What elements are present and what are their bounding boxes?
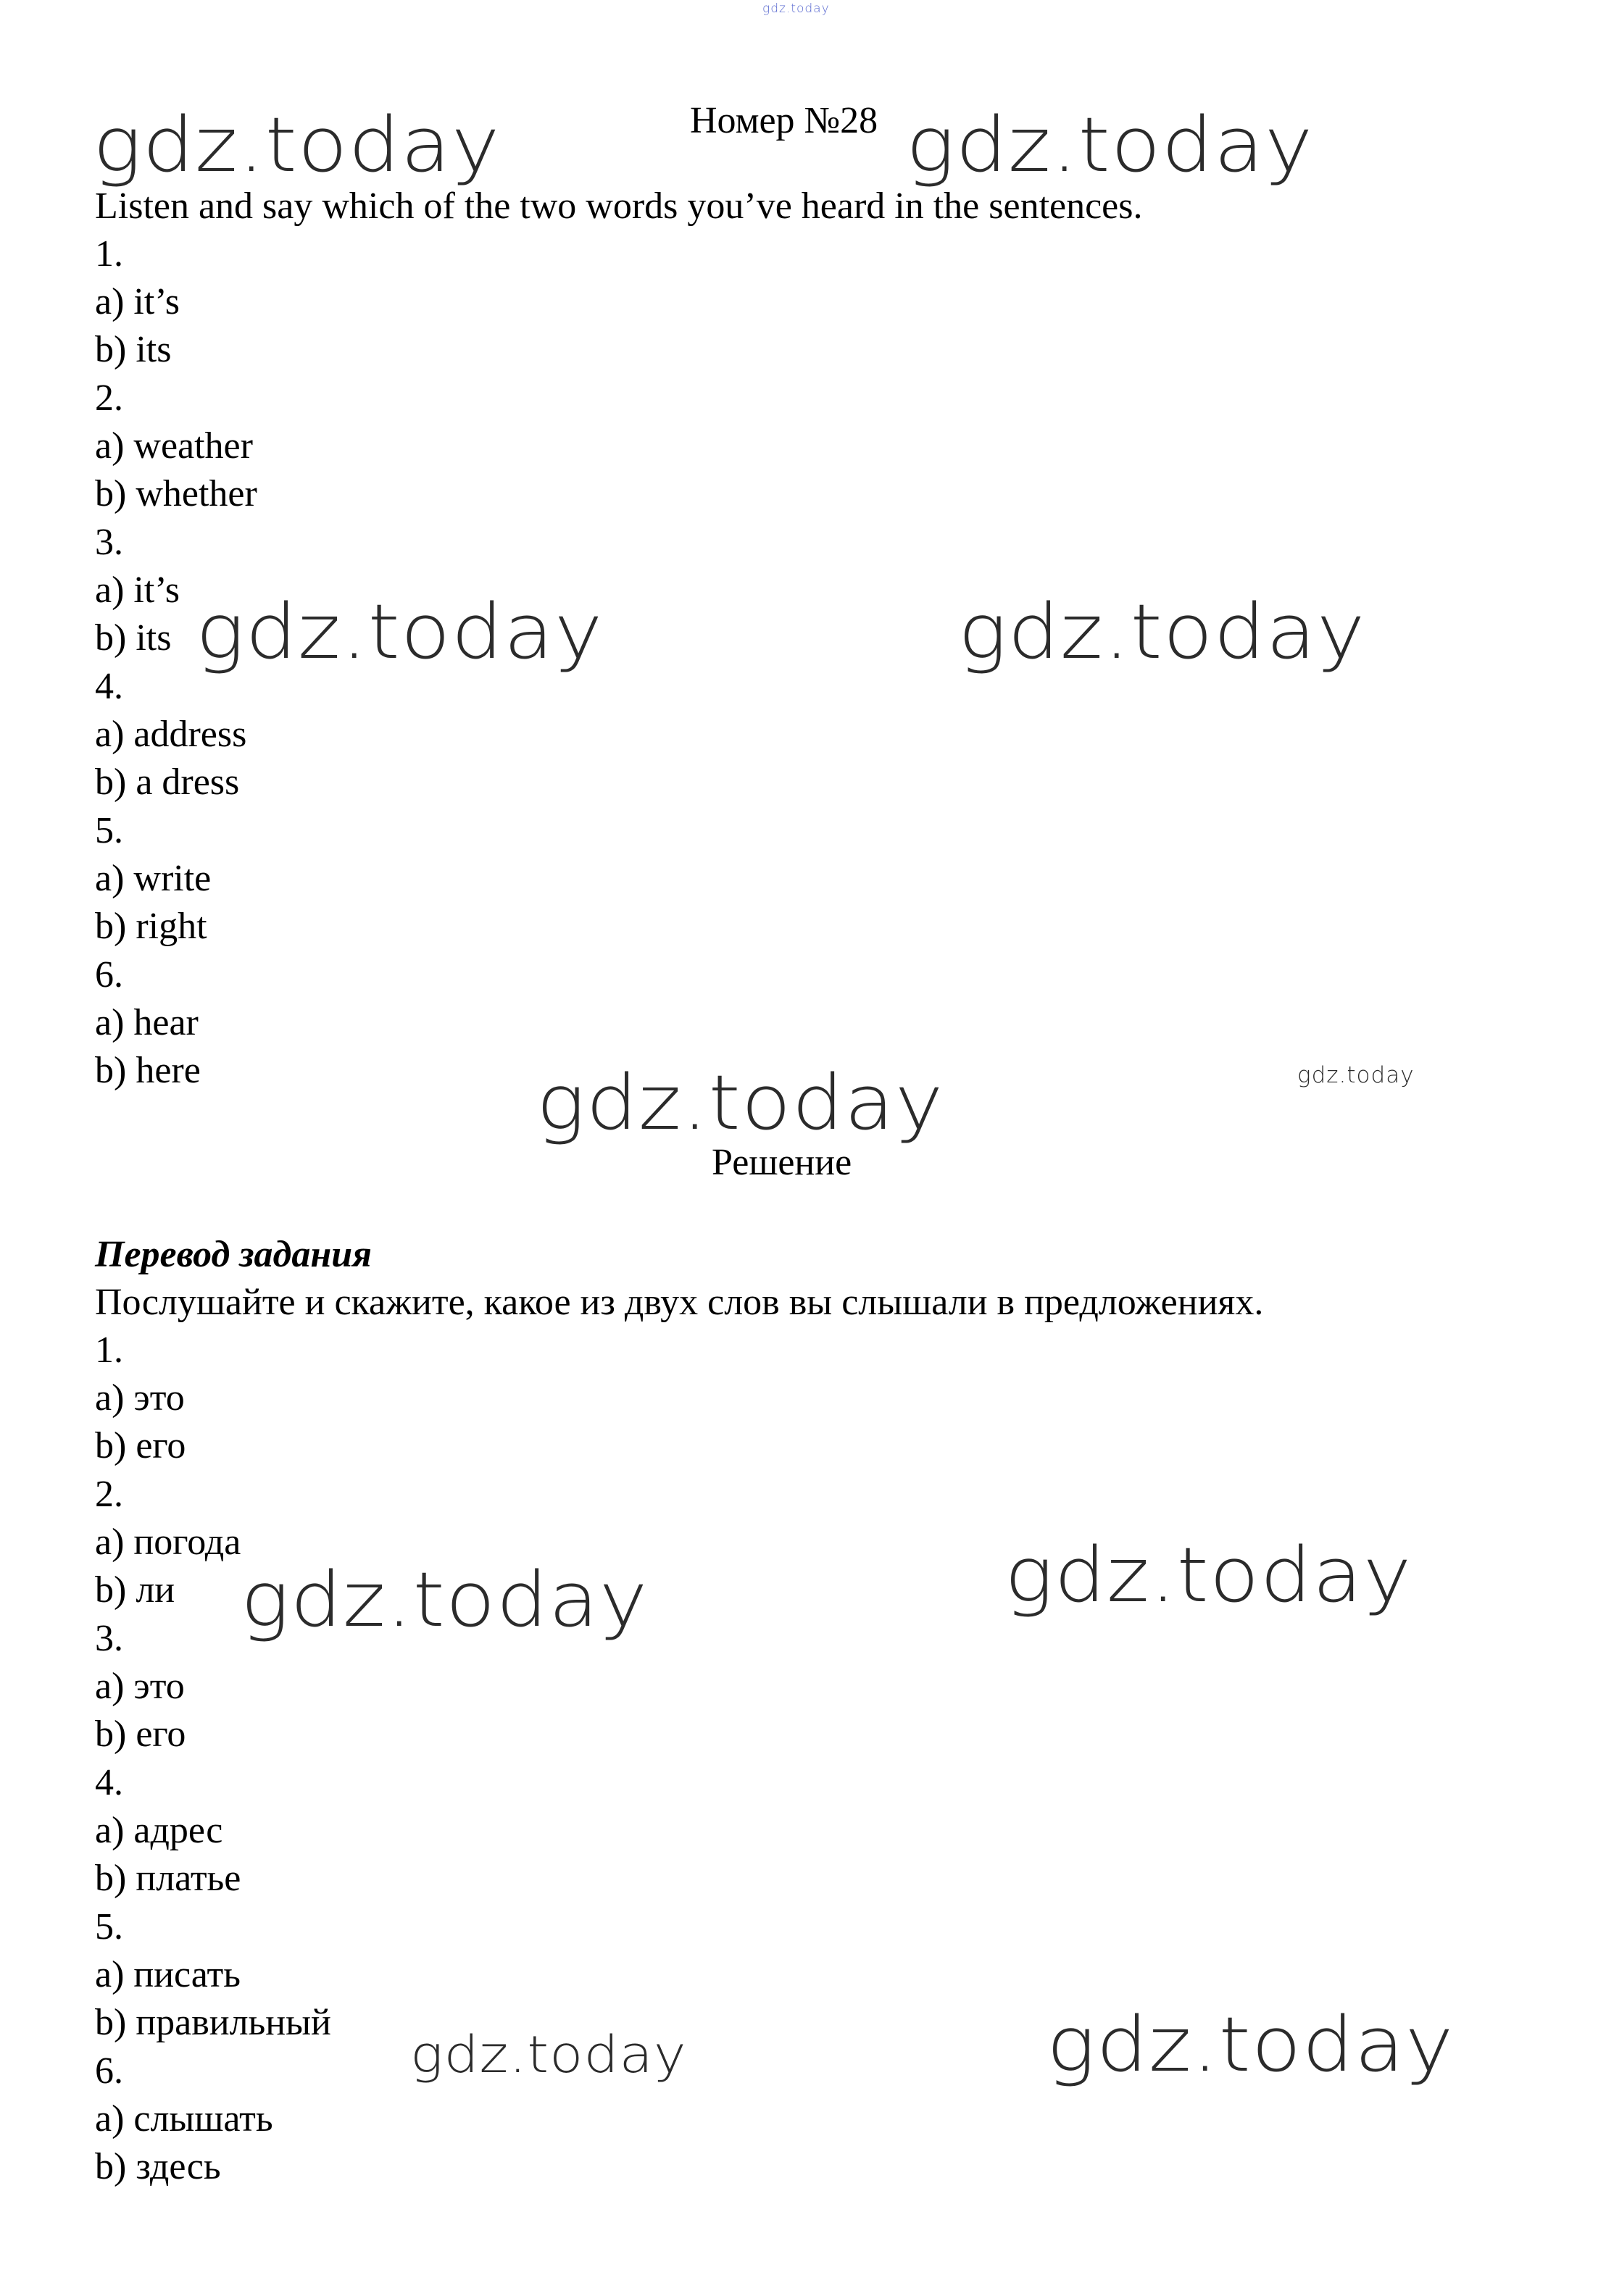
- solution-heading: Решение: [712, 1142, 852, 1183]
- translation-item-number: 5.: [95, 1906, 123, 1948]
- task-item-number: 3.: [95, 522, 123, 563]
- translation-option-a: a) погода: [95, 1521, 241, 1563]
- task-option-a: a) write: [95, 858, 212, 899]
- translation-instruction: Послушайте и скажите, какое из двух слов вы слышали в предложениях.: [95, 1282, 1264, 1323]
- translation-option-b: b) правильный: [95, 2002, 331, 2043]
- watermark: gdz.today: [958, 588, 1366, 676]
- translation-option-a: a) писать: [95, 1954, 241, 1995]
- translation-item-number: 4.: [95, 1762, 123, 1803]
- translation-option-a: a) адрес: [95, 1810, 223, 1851]
- task-option-b: b) whether: [95, 473, 257, 514]
- task-instruction: Listen and say which of the two words you’ve heard in the sentences.: [95, 185, 1143, 227]
- translation-heading: Перевод задания: [95, 1234, 372, 1275]
- task-option-b: b) here: [95, 1050, 201, 1091]
- watermark-small: gdz.today: [1297, 1062, 1415, 1088]
- task-option-a: a) it’s: [95, 569, 180, 611]
- watermark: gdz.today: [196, 588, 604, 676]
- task-option-a: a) it’s: [95, 281, 180, 322]
- page-title: Номер №28: [690, 100, 878, 141]
- watermark: gdz.today: [241, 1556, 649, 1644]
- task-option-b: b) its: [95, 617, 172, 659]
- translation-option-b: b) ли: [95, 1569, 175, 1611]
- translation-option-b: b) его: [95, 1425, 186, 1466]
- translation-item-number: 1.: [95, 1329, 123, 1371]
- task-item-number: 4.: [95, 666, 123, 707]
- task-item-number: 2.: [95, 377, 123, 419]
- watermark: gdz.today: [410, 2025, 687, 2084]
- translation-option-b: b) платье: [95, 1858, 241, 1899]
- watermark: gdz.today: [93, 101, 501, 189]
- task-option-b: b) its: [95, 329, 172, 370]
- watermark: gdz.today: [536, 1059, 944, 1147]
- translation-option-a: a) слышать: [95, 2098, 273, 2140]
- translation-option-b: b) его: [95, 1713, 186, 1755]
- translation-option-a: a) это: [95, 1377, 185, 1419]
- task-item-number: 5.: [95, 810, 123, 851]
- translation-option-a: a) это: [95, 1666, 185, 1707]
- task-option-a: a) address: [95, 714, 247, 755]
- task-option-a: a) weather: [95, 425, 253, 467]
- translation-option-b: b) здесь: [95, 2146, 221, 2187]
- task-option-a: a) hear: [95, 1002, 199, 1043]
- translation-item-number: 3.: [95, 1618, 123, 1659]
- translation-item-number: 2.: [95, 1474, 123, 1515]
- watermark: gdz.today: [1004, 1531, 1412, 1619]
- watermark: gdz.today: [906, 101, 1314, 189]
- task-item-number: 6.: [95, 954, 123, 995]
- translation-item-number: 6.: [95, 2050, 123, 2092]
- task-item-number: 1.: [95, 233, 123, 275]
- watermark-top: gdz.today: [762, 1, 830, 16]
- task-option-b: b) right: [95, 906, 207, 947]
- task-option-b: b) a dress: [95, 761, 240, 803]
- watermark: gdz.today: [1047, 2000, 1455, 2089]
